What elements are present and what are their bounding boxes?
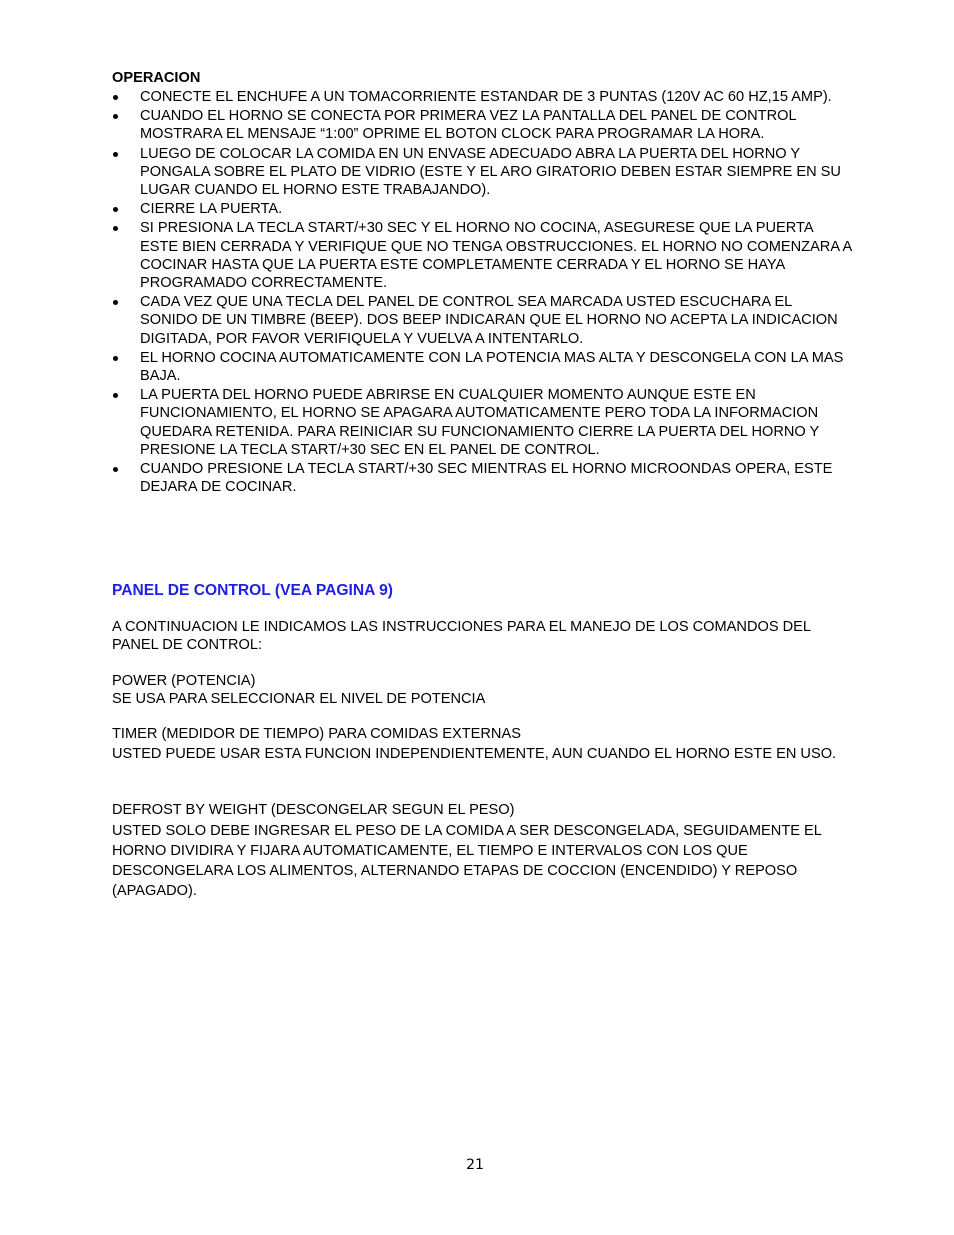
list-item-text: LUEGO DE COLOCAR LA COMIDA EN UN ENVASE ADECUADO ABRA LA PUERTA DEL HORNO Y PONGALA SOBRE EL PLATO DE VIDRIO (ESTE Y EL ARO GIRATORIO DEBEN ESTAR SIEMPRE EN SU LUGAR CUANDO EL HORNO ESTE TRABAJANDO). bbox=[140, 145, 841, 199]
bullet-icon bbox=[113, 207, 118, 212]
defrost-description: USTED SOLO DEBE INGRESAR EL PESO DE LA COMIDA A SER DESCONGELADA, SEGUIDAMENTE EL HORNO DIVIDIRA Y FIJARA AUTOMATICAMENTE, EL TIEMPO E INTERVALOS CON LOS QUE DESCONGELARA LOS ALIMENTOS, ALTERNANDO ETAPAS DE COCCION (ENCENDIDO) Y REPOSO (APAGADO). bbox=[112, 823, 822, 899]
list-item-text: CIERRE LA PUERTA. bbox=[140, 201, 283, 218]
list-item bbox=[112, 88, 852, 106]
list-item bbox=[112, 145, 852, 200]
operation-bullet-list bbox=[112, 88, 852, 497]
list-item-text: CUANDO EL HORNO SE CONECTA POR PRIMERA VEZ LA PANTALLA DEL PANEL DE CONTROL MOSTRARA EL MENSAJE “1:00” OPRIME EL BOTON CLOCK PARA PROGRAMAR LA HORA. bbox=[140, 108, 797, 143]
power-description: SE USA PARA SELECCIONAR EL NIVEL DE POTENCIA bbox=[112, 691, 486, 707]
list-item bbox=[112, 386, 852, 459]
timer-description: USTED PUEDE USAR ESTA FUNCION INDEPENDIENTEMENTE, AUN CUANDO EL HORNO ESTE EN USO. bbox=[112, 746, 837, 762]
list-item-text: LA PUERTA DEL HORNO PUEDE ABRIRSE EN CUALQUIER MOMENTO AUNQUE ESTE EN FUNCIONAMIENTO, EL HORNO SE APAGARA AUTOMATICAMENTE PERO TODA LA INFORMACION QUEDARA RETENIDA. PARA REINICIAR SU FUNCIONAMIENTO CIERRE LA PUERTA DEL HORNO Y PRESIONE LA TECLA START/+30 SEC EN EL PANEL DE CONTROL. bbox=[140, 387, 820, 458]
list-item-text: EL HORNO COCINA AUTOMATICAMENTE CON LA POTENCIA MAS ALTA Y DESCONGELA CON LA MAS BAJA. bbox=[140, 349, 844, 385]
operation-heading: OPERACION bbox=[112, 70, 201, 86]
bullet-icon bbox=[113, 226, 118, 231]
bullet-icon bbox=[113, 467, 118, 472]
list-item bbox=[112, 293, 852, 348]
list-item-text: CUANDO PRESIONE LA TECLA START/+30 SEC MIENTRAS EL HORNO MICROONDAS OPERA, ESTE DEJARA DE COCINAR. bbox=[140, 461, 833, 496]
bullet-icon bbox=[113, 356, 118, 361]
bullet-icon bbox=[113, 114, 118, 119]
bullet-icon bbox=[113, 393, 118, 398]
list-item bbox=[112, 460, 852, 496]
list-item-text: CADA VEZ QUE UNA TECLA DEL PANEL DE CONTROL SEA MARCADA USTED ESCUCHARA EL SONIDO DE UN TIMBRE (BEEP). DOS BEEP INDICARAN QUE EL HORNO NO ACEPTA LA INDICACION DIGITADA, POR FAVOR VERIFIQUELA Y VUELVA A INTENTARLO. bbox=[140, 294, 838, 347]
list-item bbox=[112, 219, 852, 292]
list-item bbox=[112, 200, 852, 218]
page-number: 21 bbox=[466, 1157, 484, 1173]
list-item-text: CONECTE EL ENCHUFE A UN TOMACORRIENTE ESTANDAR DE 3 PUNTAS (120V AC 60 HZ,15 AMP). bbox=[140, 89, 832, 105]
defrost-title: DEFROST BY WEIGHT (DESCONGELAR SEGUN EL PESO) bbox=[112, 802, 515, 818]
control-panel-heading: PANEL DE CONTROL (VEA PAGINA 9) bbox=[112, 582, 393, 599]
list-item bbox=[112, 349, 852, 385]
bullet-icon bbox=[113, 300, 118, 305]
bullet-icon bbox=[113, 95, 118, 100]
control-panel-intro: A CONTINUACION LE INDICAMOS LAS INSTRUCCIONES PARA EL MANEJO DE LOS COMANDOS DEL PANEL DE CONTROL: bbox=[112, 619, 811, 654]
list-item bbox=[112, 107, 852, 143]
bullet-icon bbox=[113, 152, 118, 157]
power-title: POWER (POTENCIA) bbox=[112, 673, 256, 689]
list-item-text: SI PRESIONA LA TECLA START/+30 SEC Y EL HORNO NO COCINA, ASEGURESE QUE LA PUERTA ESTE BIEN CERRADA Y VERIFIQUE QUE NO TENGA OBSTRUCCIONES. EL HORNO NO COMENZARA A COCINAR HASTA QUE LA PUERTA ESTE COMPLETAMENTE CERRADA Y EL HORNO SE HAYA PROGRAMADO CORRECTAMENTE. bbox=[140, 220, 852, 292]
timer-title: TIMER (MEDIDOR DE TIEMPO) PARA COMIDAS EXTERNAS bbox=[112, 726, 521, 742]
